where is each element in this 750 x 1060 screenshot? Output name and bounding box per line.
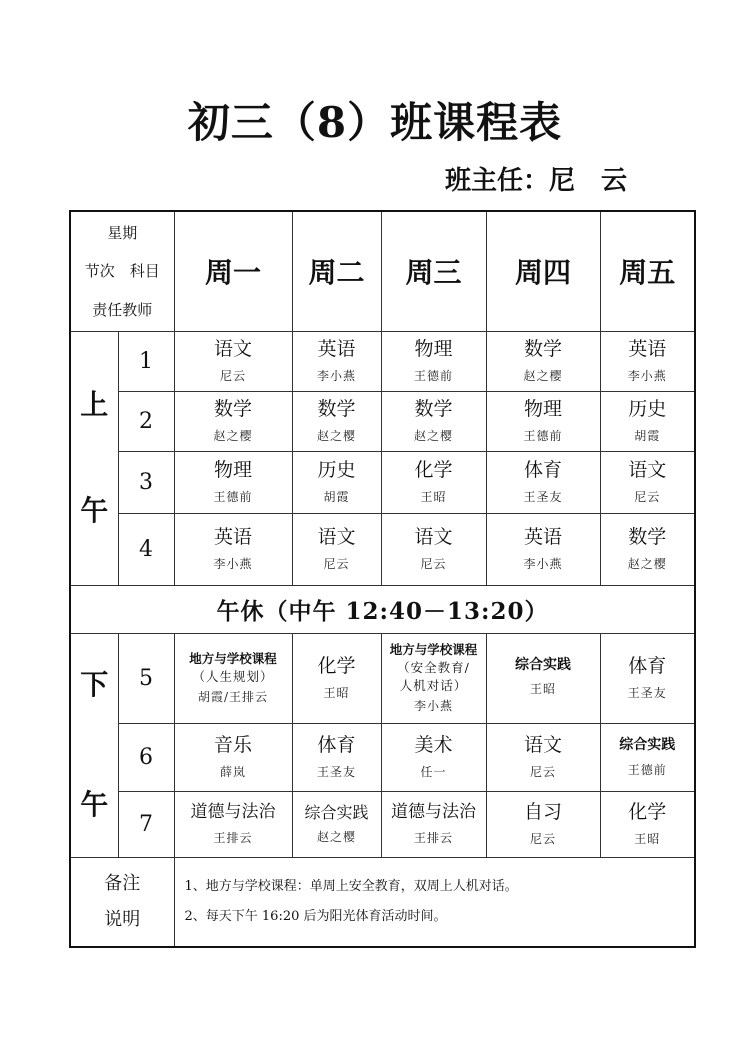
afternoon-label-top: 下 <box>80 668 109 701</box>
teacher: 胡霞 <box>634 428 661 443</box>
subject: 英语 <box>317 338 356 361</box>
teacher: 王德前 <box>627 762 667 777</box>
header-row <box>70 211 695 331</box>
period-row <box>70 331 695 391</box>
head-teacher: 班主任：尼 云 <box>445 166 628 196</box>
subject-note: 人机对话） <box>399 677 468 693</box>
teacher: 王排云 <box>213 830 253 845</box>
schedule-cell <box>381 513 486 585</box>
schedule-cell <box>292 391 381 451</box>
morning-label-cell <box>70 331 118 585</box>
subject: 历史 <box>628 398 667 421</box>
lunch-break: 午休（中午 12:40－13:20） <box>70 585 695 633</box>
teacher: 赵之樱 <box>316 830 356 845</box>
teacher: 李小燕 <box>213 556 253 571</box>
period-number: 1 <box>118 331 174 391</box>
subject: 语文 <box>317 526 356 549</box>
subject: 物理 <box>414 338 453 361</box>
lunch-row <box>70 585 695 633</box>
teacher: 王圣友 <box>523 489 563 504</box>
remarks-content <box>174 857 695 947</box>
subject: 地方与学校课程 <box>189 651 277 666</box>
schedule-cell <box>600 633 695 723</box>
subject: 综合实践 <box>619 737 676 754</box>
day-header: 周二 <box>292 211 381 331</box>
teacher: 王圣友 <box>316 764 356 779</box>
subject: 物理 <box>213 459 252 482</box>
schedule-cell <box>174 391 292 451</box>
teacher: 赵之樱 <box>316 428 356 443</box>
teacher: 尼云 <box>420 556 447 571</box>
subject: 语文 <box>628 459 667 482</box>
schedule-cell <box>486 391 600 451</box>
schedule-cell <box>381 723 486 791</box>
schedule-cell <box>174 633 292 723</box>
day-header: 周五 <box>600 211 695 331</box>
subject: 数学 <box>414 398 453 421</box>
subject: 综合实践 <box>304 802 369 822</box>
schedule-cell <box>486 331 600 391</box>
schedule-cell <box>174 723 292 791</box>
afternoon-label-cell <box>70 633 118 857</box>
teacher: 胡霞 <box>323 489 350 504</box>
schedule-cell <box>292 331 381 391</box>
subject: 数学 <box>213 398 252 421</box>
corner-header-cell <box>70 211 174 331</box>
teacher: 赵之樱 <box>627 556 667 571</box>
subject: 语文 <box>523 734 562 757</box>
subject-note: （人生规划） <box>192 668 274 684</box>
schedule-cell <box>486 723 600 791</box>
schedule-cell <box>486 451 600 513</box>
remarks-row <box>70 857 695 947</box>
subject: 英语 <box>213 526 252 549</box>
period-row <box>70 451 695 513</box>
period-row <box>70 391 695 451</box>
teacher: 王排云 <box>413 830 453 845</box>
remarks-label-cell <box>70 857 174 947</box>
schedule-cell <box>174 451 292 513</box>
teacher: 李小燕 <box>523 556 563 571</box>
teacher: 尼云 <box>634 489 661 504</box>
period-number: 6 <box>118 723 174 791</box>
afternoon-label-bottom: 午 <box>80 788 109 821</box>
corner-period-subject-label: 节次 科目 <box>84 262 160 280</box>
schedule-cell <box>600 791 695 857</box>
remarks-label-line1: 备注 <box>104 872 141 894</box>
teacher: 李小燕 <box>316 368 356 383</box>
schedule-cell <box>381 391 486 451</box>
teacher: 王昭 <box>529 682 556 697</box>
schedule-cell <box>600 723 695 791</box>
period-number: 3 <box>118 451 174 513</box>
subject: 英语 <box>628 338 667 361</box>
teacher: 王昭 <box>634 831 661 846</box>
subject: 体育 <box>628 655 667 678</box>
period-number: 7 <box>118 791 174 857</box>
subject: 音乐 <box>213 734 252 757</box>
subject: 体育 <box>317 734 356 757</box>
subject: 物理 <box>523 398 562 421</box>
subject: 地方与学校课程 <box>389 641 478 657</box>
subject: 化学 <box>317 655 356 678</box>
morning-label-top: 上 <box>80 388 109 421</box>
subject: 体育 <box>523 459 562 482</box>
teacher: 王昭 <box>420 489 447 504</box>
teacher: 尼云 <box>323 556 350 571</box>
subject: 化学 <box>628 801 667 824</box>
schedule-cell <box>292 451 381 513</box>
schedule-cell <box>174 513 292 585</box>
schedule-cell <box>600 513 695 585</box>
teacher: 王德前 <box>213 489 253 504</box>
schedule-cell <box>292 513 381 585</box>
teacher: 尼云 <box>529 831 556 846</box>
remark-item: 1、地方与学校课程：单周上安全教育，双周上人机对话。 <box>184 878 518 894</box>
subject: 化学 <box>414 459 453 482</box>
subject: 数学 <box>628 526 667 549</box>
day-header: 周三 <box>381 211 486 331</box>
subject: 数学 <box>523 338 562 361</box>
schedule-cell <box>174 791 292 857</box>
corner-weekday-label: 星期 <box>107 224 138 242</box>
morning-label-bottom: 午 <box>80 494 109 527</box>
period-row <box>70 513 695 585</box>
schedule-cell <box>292 723 381 791</box>
subject: 自习 <box>523 801 562 824</box>
day-header: 周四 <box>486 211 600 331</box>
remarks-label-line2: 说明 <box>104 908 141 930</box>
teacher: 赵之樱 <box>213 428 253 443</box>
subject-note: （安全教育/ <box>397 659 470 675</box>
teacher: 王圣友 <box>627 685 667 700</box>
schedule-cell <box>600 451 695 513</box>
teacher: 任一 <box>420 764 447 779</box>
subject: 综合实践 <box>515 656 571 673</box>
schedule-cell <box>600 331 695 391</box>
period-number: 4 <box>118 513 174 585</box>
corner-teacher-label: 责任教师 <box>92 301 153 319</box>
period-number: 5 <box>118 633 174 723</box>
schedule-cell <box>292 791 381 857</box>
schedule-cell <box>486 513 600 585</box>
subject: 数学 <box>317 398 356 421</box>
subject: 英语 <box>523 526 562 549</box>
period-number: 2 <box>118 391 174 451</box>
schedule-cell <box>486 633 600 723</box>
schedule-cell <box>381 633 486 723</box>
subject: 美术 <box>414 734 453 757</box>
schedule-cell <box>174 331 292 391</box>
schedule-cell <box>381 331 486 391</box>
schedule-cell <box>600 391 695 451</box>
teacher: 李小燕 <box>413 699 453 714</box>
teacher: 尼云 <box>529 764 556 779</box>
teacher: 胡霞/王排云 <box>197 690 269 704</box>
subject: 历史 <box>317 459 356 482</box>
teacher: 王昭 <box>323 685 350 700</box>
subject: 语文 <box>414 526 453 549</box>
period-row <box>70 633 695 723</box>
teacher: 赵之樱 <box>413 428 453 443</box>
day-header: 周一 <box>174 211 292 331</box>
period-row <box>70 723 695 791</box>
teacher: 赵之樱 <box>523 368 563 383</box>
subject: 道德与法治 <box>391 802 476 823</box>
teacher: 薛岚 <box>219 764 246 779</box>
teacher: 尼云 <box>219 368 246 383</box>
schedule-cell <box>486 791 600 857</box>
teacher: 王德前 <box>523 428 563 443</box>
schedule-cell <box>292 633 381 723</box>
timetable <box>69 210 696 948</box>
teacher: 李小燕 <box>627 368 667 383</box>
teacher: 王德前 <box>413 368 453 383</box>
remark-item: 2、每天下午 16:20 后为阳光体育活动时间。 <box>184 908 447 924</box>
schedule-cell <box>381 791 486 857</box>
period-row <box>70 791 695 857</box>
schedule-cell <box>381 451 486 513</box>
page-title: 初三（8）班课程表 <box>187 98 563 147</box>
subject: 道德与法治 <box>190 802 276 823</box>
subject: 语文 <box>213 338 252 361</box>
